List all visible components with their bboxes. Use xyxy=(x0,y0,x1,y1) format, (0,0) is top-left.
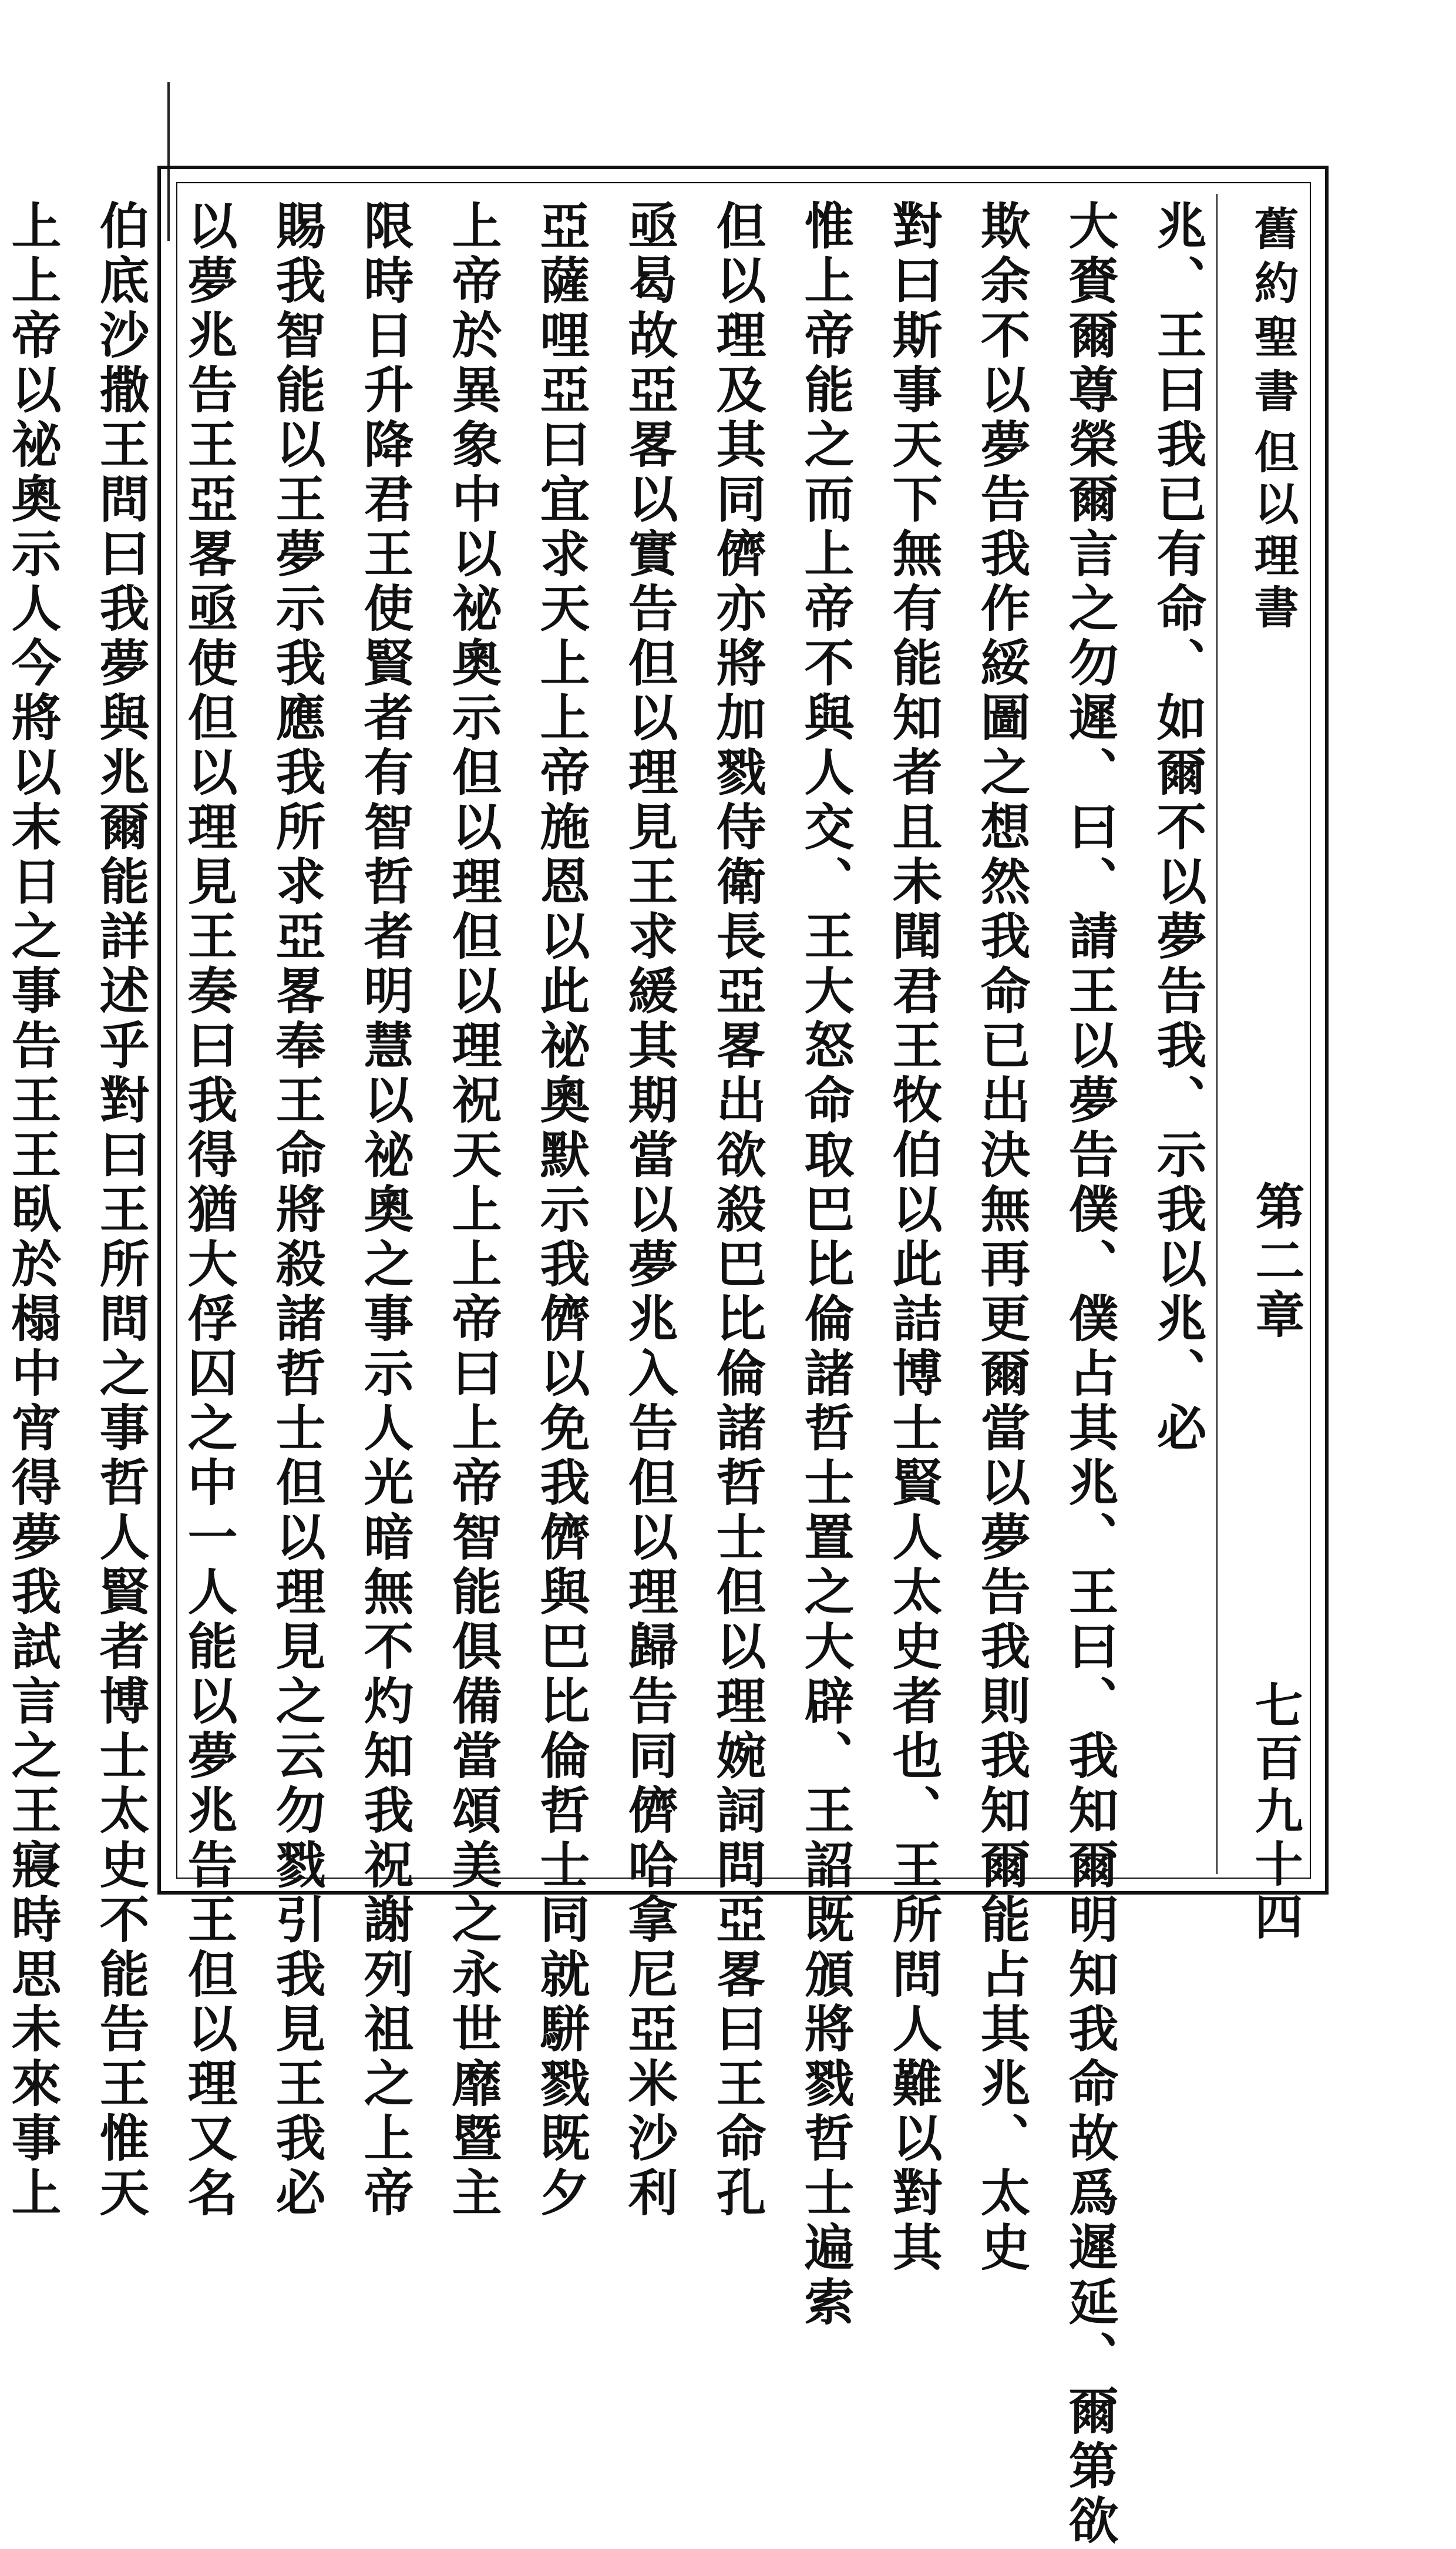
text-column: 大賚爾尊榮爾言之勿遲、曰、請王以夢告僕、僕占其兆、王曰、我知爾明知我命故爲遲延、爾第欲 xyxy=(1060,200,1119,2549)
running-header xyxy=(1216,194,1306,1945)
text-column: 賜我智能以王夢示我應我所求亞畧奉王命將殺諸哲士但以理見之云勿戮引我見王我必 xyxy=(267,200,326,2221)
text-column: 但以理及其同儕亦將加戮侍衛長亞畧出欲殺巴比倫諸哲士但以理婉詞問亞畧曰王命孔 xyxy=(708,200,766,2221)
text-column: 欺余不以夢告我作綏圖之想然我命已出決無再更爾當以夢告我則我知爾能占其兆、太史 xyxy=(972,200,1031,2276)
text-column: 亟曷故亞畧以實告但以理見王求緩其期當以夢兆入告但以理歸告同儕哈拿尼亞米沙利 xyxy=(620,200,678,2221)
text-column: 上帝於異象中以祕奧示但以理但以理祝天上上帝曰上帝智能俱備當頌美之永世靡暨主 xyxy=(443,200,502,2221)
page-number: 七百九十四 xyxy=(1247,1680,1303,1945)
text-column: 亞薩哩亞曰宜求天上上帝施恩以此祕奧默示我儕以免我儕與巴比倫哲士同就駢戮既夕 xyxy=(532,200,590,2221)
text-column: 上上帝以祕奧示人今將以末日之事告王王臥於榻中宵得夢我試言之王寢時思未來事上 xyxy=(3,200,62,2221)
text-column: 伯底沙撒王問曰我夢與兆爾能詳述乎對曰王所問之事哲人賢者博士太史不能告王惟天 xyxy=(91,200,150,2221)
text-column: 惟上帝能之而上帝不與人交、王大怒命取巴比倫諸哲士置之大辟、王詔既頒將戮哲士遍索 xyxy=(796,200,855,2330)
book-collection-title: 舊約聖書 xyxy=(1247,206,1299,422)
book-title: 但以理書 xyxy=(1247,429,1299,636)
text-column: 兆、王曰我已有命、如爾不以夢告我、示我以兆、必 xyxy=(1148,200,1207,1456)
chapter-label: 第二章 xyxy=(1247,1181,1306,1343)
text-column: 對曰斯事天下無有能知者且未聞君王牧伯以此詰博士賢人太史者也、王所問人難以對其 xyxy=(884,200,943,2276)
text-body xyxy=(3,200,1222,2549)
text-column: 限時日升降君王使賢者有智哲者明慧以祕奧之事示人光暗無不灼知我祝謝列祖之上帝 xyxy=(355,200,414,2221)
text-column: 以夢兆告王亞畧亟使但以理見王奏曰我得猶大俘囚之中一人能以夢兆告王但以理又名 xyxy=(179,200,238,2221)
